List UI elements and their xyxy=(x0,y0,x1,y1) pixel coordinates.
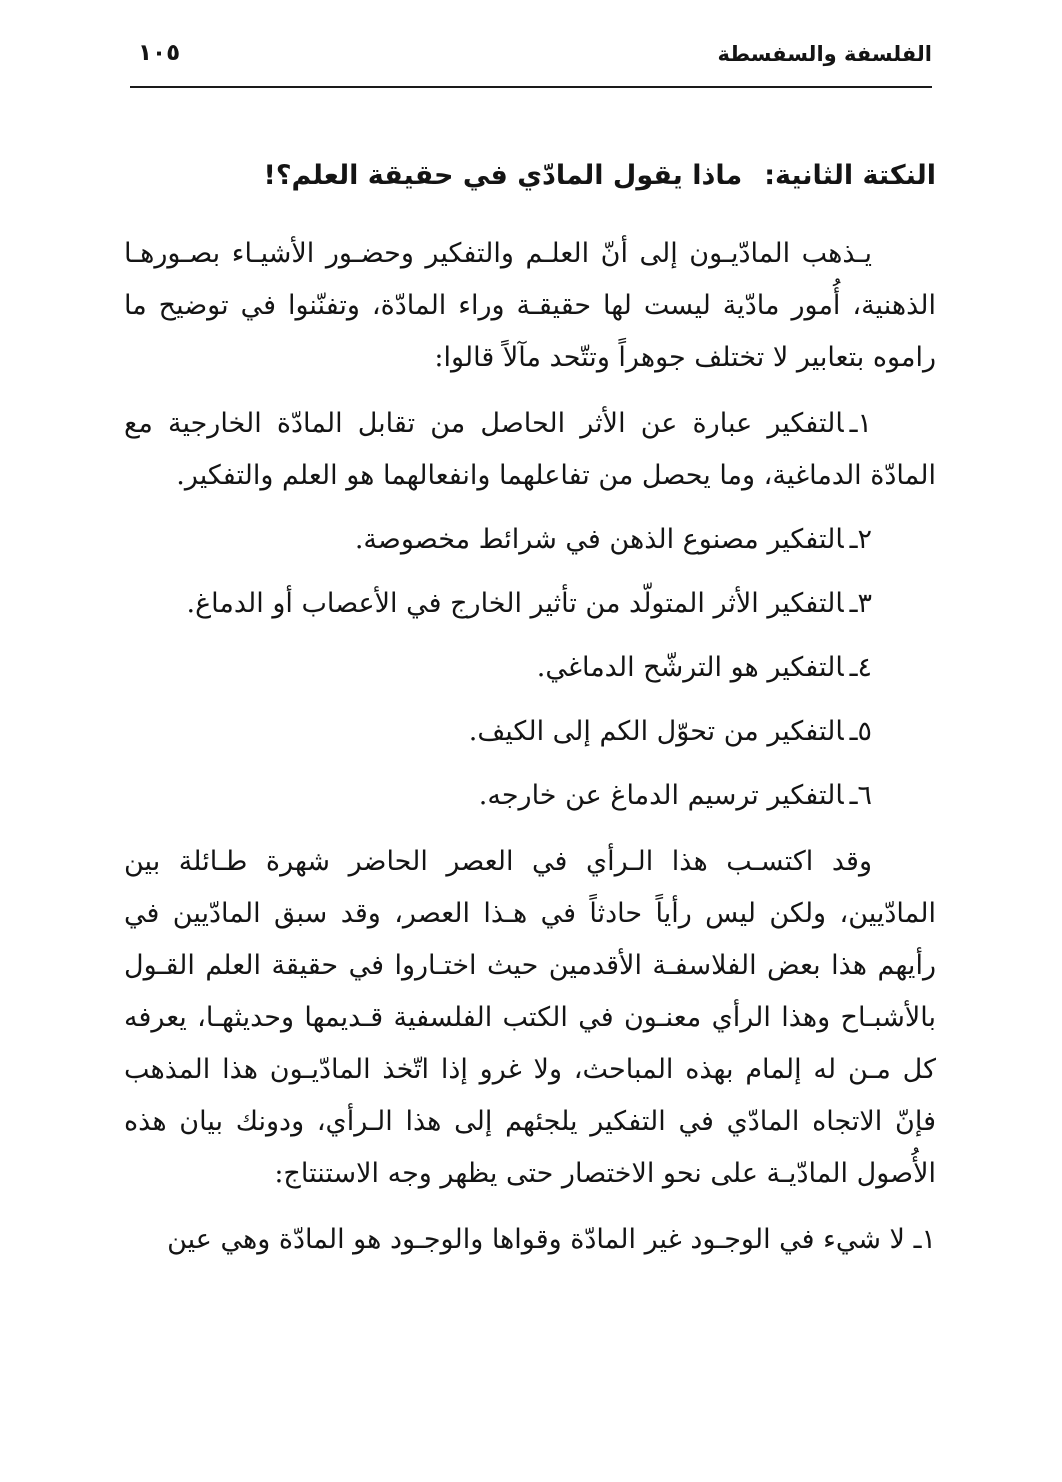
header-divider xyxy=(130,86,932,88)
definition-text: التفكير من تحوّل الكم إلى الكيف. xyxy=(468,716,844,747)
definition-text: التفكير عبارة عن الأثر الحاصل من تقابل المادّة الخارجية مع المادّة الدماغية، وما يحصل من تفاعلهما وانفعالهما هو العلم والتفكير. xyxy=(124,408,936,491)
definition-number: ٦ـ xyxy=(849,780,872,811)
running-header xyxy=(130,38,932,84)
definition-text: التفكير الأثر المتولّد من تأثير الخارج في الأعصاب أو الدماغ. xyxy=(186,588,844,619)
definition-item xyxy=(124,578,936,630)
intro-paragraph: يـذهب المادّيـون إلى أنّ العلـم والتفكير وحضـور الأشيـاء بصـورهـا الذهنية، أُمور مادّية ليست لها حقيقـة وراء المادّة، وتفنّنوا في توضيح ما راموه بتعابير لا تختلف جوهراً وتتّحد مآلاً قالوا: xyxy=(124,238,936,373)
definition-text: التفكير ترسيم الدماغ عن خارجه. xyxy=(478,780,844,811)
page-number: ١٠٥ xyxy=(138,40,181,66)
definition-item xyxy=(124,642,936,694)
definition-item xyxy=(124,514,936,566)
body-paragraph: وقد اكتسـب هذا الـرأي في العصر الحاضر شهرة طـائلة بين المادّيين، ولكن ليس رأياً حادثاً في هـذا العصر، وقد سبق المادّيين في رأيهم هذا بعض الفلاسفـة الأقدمين حيث اختـاروا في حقيقة العلم القـول بالأشبـاح وهذا الرأي معنـون في الكتب الفلسفية قـديمها وحديثهـا، يعرفه كل مـن له إلمام بهذه المباحث، ولا غرو إذا اتّخذ المادّيـون هذا المذهب فإنّ الاتجاه المادّي في التفكير يلجئهم إلى هذا الـرأي، ودونك بيان هذه الأُصول المادّيـة على نحو الاختصار حتى يظهر وجه الاستنتاج: xyxy=(124,846,936,1189)
definition-item xyxy=(124,398,936,502)
definition-item xyxy=(124,770,936,822)
principle-number: ١ـ xyxy=(913,1224,936,1255)
definition-item xyxy=(124,706,936,758)
definition-text: التفكير هو الترشّح الدماغي. xyxy=(536,652,844,683)
definition-number: ١ـ xyxy=(849,408,872,439)
definition-number: ٣ـ xyxy=(849,588,872,619)
principle-text: لا شيء في الوجـود غير المادّة وقواها والوجـود هو المادّة وهي عين xyxy=(167,1224,905,1255)
definition-number: ٥ـ xyxy=(849,716,872,747)
definitions-list xyxy=(124,398,936,822)
section-heading xyxy=(124,150,936,202)
running-title: الفلسفة والسفسطة xyxy=(717,42,932,66)
definition-text: التفكير مصنوع الذهن في شرائط مخصوصة. xyxy=(354,524,844,555)
principle-item xyxy=(124,1214,936,1266)
section-title: ماذا يقول المادّي في حقيقة العلم؟! xyxy=(263,160,743,191)
definition-number: ٤ـ xyxy=(849,652,872,683)
definition-number: ٢ـ xyxy=(849,524,872,555)
page-body xyxy=(124,150,936,1266)
section-label: النكتة الثانية: xyxy=(764,160,936,191)
